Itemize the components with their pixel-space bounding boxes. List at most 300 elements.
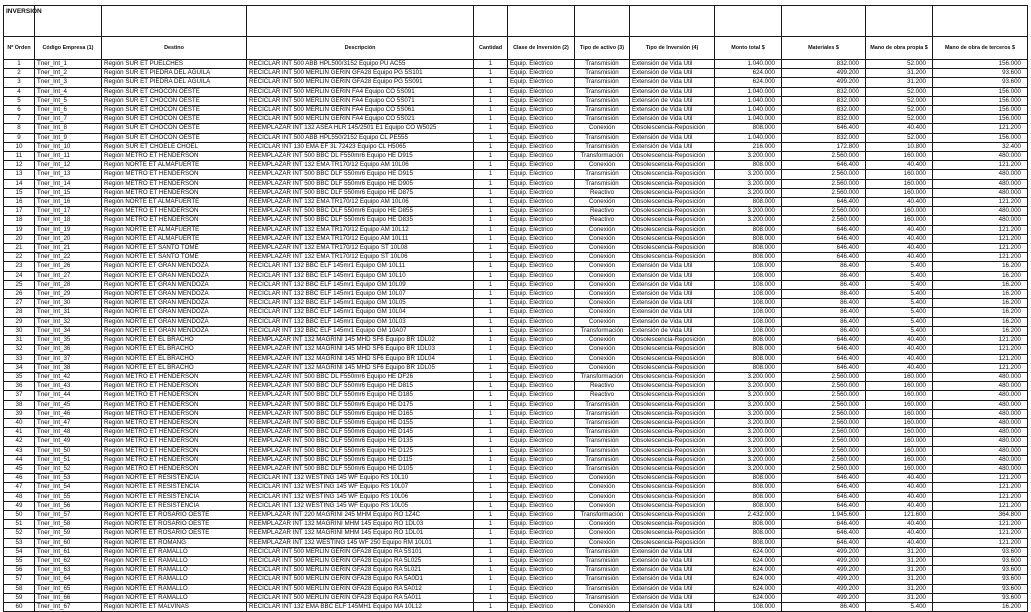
mano-terceros-cell: 32.400 [933, 142, 1028, 151]
clase-cell: Equip. Eléctrico [508, 566, 575, 575]
cantidad-cell: 1 [474, 234, 508, 243]
mano-terceros-cell: 480.000 [933, 418, 1028, 427]
mano-propia-cell: 31.200 [866, 78, 933, 87]
tipo-inversion-cell: Obsolescencia-Reposición [630, 188, 715, 197]
row-number: 38 [4, 400, 35, 409]
mano-terceros-cell: 16.200 [933, 290, 1028, 299]
tipo-inversion-cell: Extensión de Vida Útil [630, 142, 715, 151]
tipo-inversion-cell: Obsolescencia-Reposición [630, 418, 715, 427]
destino-cell: Región NORTE ET RESISTENCIA [102, 474, 247, 483]
cantidad-cell: 1 [474, 161, 508, 170]
row-number: 33 [4, 354, 35, 363]
tipo-inversion-cell: Extensión de Vida Útil [630, 584, 715, 593]
cantidad-cell: 1 [474, 492, 508, 501]
tipo-inversion-cell: Obsolescencia-Reposición [630, 170, 715, 179]
mano-propia-cell: 160.000 [866, 179, 933, 188]
clase-cell: Equip. Eléctrico [508, 244, 575, 253]
table-row [4, 198, 1028, 207]
tipo-inversion-cell: Obsolescencia-Reposición [630, 492, 715, 501]
mano-propia-cell: 160.000 [866, 216, 933, 225]
materiales-cell: 2.560.000 [782, 446, 866, 455]
destino-cell: Región NORTE ET RAMALLO [102, 584, 247, 593]
materiales-cell: 86.400 [782, 280, 866, 289]
tipo-activo-cell: Transmisión [575, 400, 630, 409]
descripcion-cell: REEMPLAZAR INT 500 BBC DLF 550mr6 Equipo HE D125 [247, 446, 474, 455]
mano-propia-cell: 52.000 [866, 60, 933, 69]
monto-total-cell: 108.000 [715, 317, 782, 326]
tipo-inversion-cell: Obsolescencia-Reposición [630, 198, 715, 207]
tipo-activo-cell: Conexión [575, 290, 630, 299]
monto-total-cell: 808.000 [715, 354, 782, 363]
descripcion-cell: RECICLAR INT 132 WESTING 145 WF Equipo RS 10L07 [247, 483, 474, 492]
materiales-cell: 646.400 [782, 529, 866, 538]
row-number: 49 [4, 501, 35, 510]
monto-total-cell: 3.200.000 [715, 446, 782, 455]
tipo-activo-cell: Conexión [575, 529, 630, 538]
tipo-activo-cell: Conexión [575, 345, 630, 354]
mano-terceros-cell: 16.200 [933, 271, 1028, 280]
table-row [4, 253, 1028, 262]
cantidad-cell: 1 [474, 547, 508, 556]
table-row [4, 510, 1028, 519]
materiales-cell: 2.560.000 [782, 170, 866, 179]
tipo-inversion-cell: Extensión de Vida Útil [630, 87, 715, 96]
descripcion-cell: REEMPLAZAR INT 500 BBC DL F550mr6 Equipo HE DF26 [247, 372, 474, 381]
destino-cell: Región NORTE ET ROSARIO OESTE [102, 529, 247, 538]
table-row [4, 538, 1028, 547]
materiales-cell: 86.400 [782, 326, 866, 335]
codigo-cell: Tner_Int_65 [35, 584, 102, 593]
mano-propia-cell: 40.400 [866, 244, 933, 253]
monto-total-cell: 808.000 [715, 345, 782, 354]
mano-propia-cell: 52.000 [866, 106, 933, 115]
cantidad-cell: 1 [474, 78, 508, 87]
mano-terceros-cell: 121.200 [933, 234, 1028, 243]
tipo-activo-cell: Conexión [575, 354, 630, 363]
clase-cell: Equip. Eléctrico [508, 372, 575, 381]
descripcion-cell: REEMPLAZAR INT 500 BBC DLF 550mr6 Equipo HE D855 [247, 207, 474, 216]
destino-cell: Región NORTE ET ALMAFUERTE [102, 198, 247, 207]
codigo-cell: Tner_Int_62 [35, 556, 102, 565]
descripcion-cell: RECICLAR INT 132 BBC ELF 145mr1 Equipo GM 10L11 [247, 262, 474, 271]
cantidad-cell: 1 [474, 354, 508, 363]
tipo-inversion-cell: Obsolescencia-Reposición [630, 409, 715, 418]
row-number: 3 [4, 78, 35, 87]
materiales-cell: 646.400 [782, 363, 866, 372]
monto-total-cell: 3.200.000 [715, 418, 782, 427]
table-row [4, 161, 1028, 170]
mano-terceros-cell: 480.000 [933, 382, 1028, 391]
mano-terceros-cell: 121.200 [933, 501, 1028, 510]
tipo-inversion-cell: Obsolescencia-Reposición [630, 428, 715, 437]
clase-cell: Equip. Eléctrico [508, 501, 575, 510]
row-number: 47 [4, 483, 35, 492]
title-blank-cell [508, 6, 575, 37]
codigo-cell: Tner_Int_53 [35, 474, 102, 483]
codigo-cell: Tner_Int_55 [35, 492, 102, 501]
mano-terceros-cell: 480.000 [933, 188, 1028, 197]
mano-propia-cell: 40.400 [866, 501, 933, 510]
descripcion-cell: RECICLAR INT 132 WESTING 145 WF Equipo RS 10L05 [247, 501, 474, 510]
clase-cell: Equip. Eléctrico [508, 271, 575, 280]
table-row [4, 566, 1028, 575]
tipo-activo-cell: Reactivo [575, 391, 630, 400]
mano-propia-cell: 40.400 [866, 336, 933, 345]
row-number: 23 [4, 262, 35, 271]
clase-cell: Equip. Eléctrico [508, 253, 575, 262]
table-row [4, 170, 1028, 179]
cantidad-cell: 1 [474, 584, 508, 593]
mano-propia-cell: 5.400 [866, 280, 933, 289]
title-blank-cell [715, 6, 782, 37]
monto-total-cell: 3.200.000 [715, 437, 782, 446]
mano-propia-cell: 40.400 [866, 363, 933, 372]
mano-terceros-cell: 480.000 [933, 409, 1028, 418]
codigo-cell: Tner_Int_10 [35, 142, 102, 151]
monto-total-cell: 3.200.000 [715, 464, 782, 473]
table-row [4, 290, 1028, 299]
destino-cell: Región NORTE ET GRAN MENDOZA [102, 262, 247, 271]
row-number: 21 [4, 244, 35, 253]
table-row [4, 520, 1028, 529]
cantidad-cell: 1 [474, 428, 508, 437]
cantidad-cell: 1 [474, 400, 508, 409]
clase-cell: Equip. Eléctrico [508, 418, 575, 427]
materiales-cell: 2.560.000 [782, 372, 866, 381]
descripcion-cell: REEMPLAZAR INT 132 EMA TR170/12 Equipo ST 10L06 [247, 253, 474, 262]
table-row [4, 575, 1028, 584]
monto-total-cell: 624.000 [715, 78, 782, 87]
tipo-activo-cell: Transmisión [575, 78, 630, 87]
mano-propia-cell: 160.000 [866, 207, 933, 216]
table-row [4, 483, 1028, 492]
table-row [4, 96, 1028, 105]
descripcion-cell: REEMPLAZAR INT 500 BBC DLF 550mr6 Equipo HE D115 [247, 455, 474, 464]
codigo-cell: Tner_Int_31 [35, 308, 102, 317]
materiales-cell: 832.000 [782, 106, 866, 115]
clase-cell: Equip. Eléctrico [508, 179, 575, 188]
materiales-cell: 86.400 [782, 299, 866, 308]
mano-terceros-cell: 364.800 [933, 510, 1028, 519]
mano-propia-cell: 160.000 [866, 400, 933, 409]
codigo-cell: Tner_Int_45 [35, 400, 102, 409]
cantidad-cell: 1 [474, 142, 508, 151]
mano-terceros-cell: 121.200 [933, 253, 1028, 262]
destino-cell: Región NORTE ET SANTO TOMÉ [102, 253, 247, 262]
descripcion-cell: REEMPLAZAR INT 500 BBC DL F550mr6 Equipo HE D915 [247, 152, 474, 161]
codigo-cell: Tner_Int_27 [35, 271, 102, 280]
destino-cell: Región NORTE ET RAMALLO [102, 556, 247, 565]
codigo-cell: Tner_Int_4 [35, 87, 102, 96]
row-number: 20 [4, 234, 35, 243]
row-number: 44 [4, 455, 35, 464]
mano-propia-cell: 5.400 [866, 299, 933, 308]
clase-cell: Equip. Eléctrico [508, 446, 575, 455]
tipo-activo-cell: Transmisión [575, 593, 630, 602]
cantidad-cell: 1 [474, 418, 508, 427]
row-number: 1 [4, 60, 35, 69]
destino-cell: Región SUR ET CHOCON OESTE [102, 124, 247, 133]
row-number: 41 [4, 428, 35, 437]
header-destino: Destino [102, 37, 247, 60]
cantidad-cell: 1 [474, 170, 508, 179]
codigo-cell: Tner_Int_61 [35, 547, 102, 556]
cantidad-cell: 1 [474, 133, 508, 142]
codigo-cell: Tner_Int_6 [35, 106, 102, 115]
materiales-cell: 646.400 [782, 253, 866, 262]
codigo-cell: Tner_Int_14 [35, 179, 102, 188]
tipo-inversion-cell: Obsolescencia-Reposición [630, 372, 715, 381]
tipo-inversion-cell: Obsolescencia-Reposición [630, 152, 715, 161]
mano-terceros-cell: 121.200 [933, 225, 1028, 234]
clase-cell: Equip. Eléctrico [508, 78, 575, 87]
monto-total-cell: 108.000 [715, 262, 782, 271]
destino-cell: Región METRO ET HENDERSON [102, 216, 247, 225]
clase-cell: Equip. Eléctrico [508, 308, 575, 317]
table-row [4, 115, 1028, 124]
cantidad-cell: 1 [474, 216, 508, 225]
destino-cell: Región METRO ET HENDERSON [102, 446, 247, 455]
monto-total-cell: 624.000 [715, 566, 782, 575]
monto-total-cell: 1.040.000 [715, 133, 782, 142]
tipo-activo-cell: Conexión [575, 483, 630, 492]
tipo-inversion-cell: Obsolescencia-Reposición [630, 446, 715, 455]
tipo-inversion-cell: Obsolescencia-Reposición [630, 391, 715, 400]
descripcion-cell: RECICLAR INT 500 MERLIN GERIN GFA28 Equipo RA 5A0D1 [247, 575, 474, 584]
clase-cell: Equip. Eléctrico [508, 69, 575, 78]
mano-terceros-cell: 121.200 [933, 363, 1028, 372]
monto-total-cell: 108.000 [715, 602, 782, 611]
codigo-cell: Tner_Int_9 [35, 133, 102, 142]
cantidad-cell: 1 [474, 207, 508, 216]
cantidad-cell: 1 [474, 474, 508, 483]
clase-cell: Equip. Eléctrico [508, 483, 575, 492]
row-number: 17 [4, 207, 35, 216]
codigo-cell: Tner_Int_49 [35, 437, 102, 446]
codigo-cell: Tner_Int_36 [35, 345, 102, 354]
codigo-cell: Tner_Int_32 [35, 317, 102, 326]
descripcion-cell: REEMPLAZAR INT 500 BBC DLF 550mr6 Equipo HE D815 [247, 382, 474, 391]
tipo-activo-cell: Transmisión [575, 96, 630, 105]
descripcion-cell: RECICLAR INT 500 MERLIN GERIN GFA28 Equipo RA 5A012 [247, 584, 474, 593]
monto-total-cell: 808.000 [715, 474, 782, 483]
tipo-activo-cell: Transmisión [575, 69, 630, 78]
mano-terceros-cell: 16.200 [933, 602, 1028, 611]
materiales-cell: 2.560.000 [782, 418, 866, 427]
monto-total-cell: 108.000 [715, 326, 782, 335]
mano-propia-cell: 40.400 [866, 492, 933, 501]
descripcion-cell: REEMPLAZAR INT 132 MAGRINI 145 MHD SF6 Equipo BR 1DL03 [247, 345, 474, 354]
descripcion-cell: REEMPLAZAR INT 132 MAGRINI 145 MHD SF6 Equipo BR 1DL05 [247, 363, 474, 372]
descripcion-cell: RECICLAR INT 132 BBC ELF 145mr1 Equipo GM 10L04 [247, 308, 474, 317]
codigo-cell: Tner_Int_20 [35, 234, 102, 243]
codigo-cell: Tner_Int_67 [35, 602, 102, 611]
table-row [4, 556, 1028, 565]
row-number: 59 [4, 593, 35, 602]
row-number: 55 [4, 556, 35, 565]
tipo-activo-cell: Transformación [575, 510, 630, 519]
clase-cell: Equip. Eléctrico [508, 290, 575, 299]
mano-propia-cell: 31.200 [866, 547, 933, 556]
materiales-cell: 2.560.000 [782, 188, 866, 197]
materiales-cell: 646.400 [782, 124, 866, 133]
cantidad-cell: 1 [474, 520, 508, 529]
header-clase: Clase de Inversión (2) [508, 37, 575, 60]
monto-total-cell: 624.000 [715, 584, 782, 593]
destino-cell: Región NORTE ET GRAN MENDOZA [102, 290, 247, 299]
tipo-activo-cell: Conexión [575, 299, 630, 308]
tipo-activo-cell: Reactivo [575, 188, 630, 197]
codigo-cell: Tner_Int_5 [35, 96, 102, 105]
descripcion-cell: RECICLAR INT 500 ABB HPL500/3152 Equipo PU AC55 [247, 60, 474, 69]
header-no: Nº Orden [4, 37, 35, 60]
tipo-activo-cell: Transmisión [575, 446, 630, 455]
materiales-cell: 2.560.000 [782, 216, 866, 225]
destino-cell: Región NORTE ET EL BRACHO [102, 354, 247, 363]
monto-total-cell: 108.000 [715, 280, 782, 289]
table-row [4, 244, 1028, 253]
destino-cell: Región NORTE ET ALMAFUERTE [102, 234, 247, 243]
tipo-activo-cell: Conexión [575, 538, 630, 547]
materiales-cell: 499.200 [782, 593, 866, 602]
mano-terceros-cell: 121.200 [933, 345, 1028, 354]
clase-cell: Equip. Eléctrico [508, 216, 575, 225]
row-number: 57 [4, 575, 35, 584]
tipo-activo-cell: Transmisión [575, 428, 630, 437]
mano-propia-cell: 10.800 [866, 142, 933, 151]
mano-propia-cell: 40.400 [866, 354, 933, 363]
destino-cell: Región METRO ET HENDERSON [102, 409, 247, 418]
monto-total-cell: 3.200.000 [715, 170, 782, 179]
tipo-activo-cell: Conexión [575, 474, 630, 483]
cantidad-cell: 1 [474, 179, 508, 188]
mano-propia-cell: 121.600 [866, 510, 933, 519]
cantidad-cell: 1 [474, 566, 508, 575]
codigo-cell: Tner_Int_16 [35, 198, 102, 207]
tipo-inversion-cell: Obsolescencia-Reposición [630, 216, 715, 225]
tipo-activo-cell: Conexión [575, 308, 630, 317]
tipo-inversion-cell: Obsolescencia-Reposición [630, 179, 715, 188]
mano-terceros-cell: 93.600 [933, 547, 1028, 556]
cantidad-cell: 1 [474, 372, 508, 381]
descripcion-cell: RECICLAR INT 500 MERLIN GERIN FA4 Equipo CO 5S061 [247, 106, 474, 115]
destino-cell: Región SUR ET CHOCON OESTE [102, 96, 247, 105]
mano-terceros-cell: 156.000 [933, 106, 1028, 115]
destino-cell: Región METRO ET HENDERSON [102, 372, 247, 381]
table-row [4, 345, 1028, 354]
table-row [4, 308, 1028, 317]
row-number: 13 [4, 170, 35, 179]
cantidad-cell: 1 [474, 437, 508, 446]
clase-cell: Equip. Eléctrico [508, 60, 575, 69]
destino-cell: Región NORTE ET GRAN MENDOZA [102, 317, 247, 326]
mano-terceros-cell: 121.200 [933, 124, 1028, 133]
monto-total-cell: 808.000 [715, 336, 782, 345]
clase-cell: Equip. Eléctrico [508, 474, 575, 483]
mano-propia-cell: 160.000 [866, 437, 933, 446]
clase-cell: Equip. Eléctrico [508, 455, 575, 464]
clase-cell: Equip. Eléctrico [508, 124, 575, 133]
table-row [4, 418, 1028, 427]
tipo-inversion-cell: Extensión de Vida Útil [630, 602, 715, 611]
descripcion-cell: RECICLAR INT 132 BBC ELF 145mr1 Equipo GM 10L03 [247, 317, 474, 326]
monto-total-cell: 624.000 [715, 593, 782, 602]
mano-propia-cell: 5.400 [866, 271, 933, 280]
table-row [4, 179, 1028, 188]
cantidad-cell: 1 [474, 115, 508, 124]
codigo-cell: Tner_Int_60 [35, 538, 102, 547]
row-number: 50 [4, 510, 35, 519]
header-codigo: Código Empresa (1) [35, 37, 102, 60]
cantidad-cell: 1 [474, 345, 508, 354]
tipo-activo-cell: Conexión [575, 602, 630, 611]
tipo-activo-cell: Reactivo [575, 382, 630, 391]
tipo-activo-cell: Transformación [575, 372, 630, 381]
materiales-cell: 499.200 [782, 566, 866, 575]
codigo-cell: Tner_Int_56 [35, 501, 102, 510]
table-row [4, 584, 1028, 593]
tipo-activo-cell: Conexión [575, 225, 630, 234]
tipo-inversion-cell: Obsolescencia-Reposición [630, 225, 715, 234]
tipo-inversion-cell: Extensión de Vida Útil [630, 280, 715, 289]
materiales-cell: 832.000 [782, 60, 866, 69]
tipo-inversion-cell: Extensión de Vida Útil [630, 262, 715, 271]
clase-cell: Equip. Eléctrico [508, 400, 575, 409]
codigo-cell: Tner_Int_34 [35, 326, 102, 335]
mano-propia-cell: 160.000 [866, 464, 933, 473]
monto-total-cell: 3.200.000 [715, 207, 782, 216]
destino-cell: Región METRO ET HENDERSON [102, 464, 247, 473]
monto-total-cell: 1.040.000 [715, 115, 782, 124]
mano-propia-cell: 40.400 [866, 520, 933, 529]
tipo-inversion-cell: Obsolescencia-Reposición [630, 363, 715, 372]
clase-cell: Equip. Eléctrico [508, 428, 575, 437]
row-number: 39 [4, 409, 35, 418]
mano-propia-cell: 5.400 [866, 308, 933, 317]
codigo-cell: Tner_Int_48 [35, 428, 102, 437]
mano-propia-cell: 52.000 [866, 133, 933, 142]
cantidad-cell: 1 [474, 290, 508, 299]
table-row [4, 593, 1028, 602]
mano-propia-cell: 52.000 [866, 87, 933, 96]
mano-terceros-cell: 121.200 [933, 483, 1028, 492]
cantidad-cell: 1 [474, 225, 508, 234]
row-number: 32 [4, 345, 35, 354]
tipo-activo-cell: Conexión [575, 262, 630, 271]
tipo-inversion-cell: Extensión de Vida Útil [630, 556, 715, 565]
table-row [4, 428, 1028, 437]
tipo-activo-cell: Conexión [575, 271, 630, 280]
clase-cell: Equip. Eléctrico [508, 520, 575, 529]
monto-total-cell: 808.000 [715, 538, 782, 547]
mano-propia-cell: 40.400 [866, 234, 933, 243]
clase-cell: Equip. Eléctrico [508, 354, 575, 363]
monto-total-cell: 3.200.000 [715, 428, 782, 437]
clase-cell: Equip. Eléctrico [508, 152, 575, 161]
clase-cell: Equip. Eléctrico [508, 575, 575, 584]
descripcion-cell: RECICLAR INT 500 MERLIN GERIN GFA28 Equipo RA 5L021 [247, 566, 474, 575]
table-row [4, 280, 1028, 289]
mano-terceros-cell: 93.600 [933, 575, 1028, 584]
mano-propia-cell: 5.400 [866, 317, 933, 326]
materiales-cell: 2.560.000 [782, 391, 866, 400]
descripcion-cell: RECICLAR INT 500 MERLIN GERIN FA4 Equipo CO 5S021 [247, 115, 474, 124]
codigo-cell: Tner_Int_11 [35, 152, 102, 161]
table-row [4, 602, 1028, 611]
mano-propia-cell: 160.000 [866, 409, 933, 418]
monto-total-cell: 1.040.000 [715, 106, 782, 115]
tipo-activo-cell: Conexión [575, 363, 630, 372]
